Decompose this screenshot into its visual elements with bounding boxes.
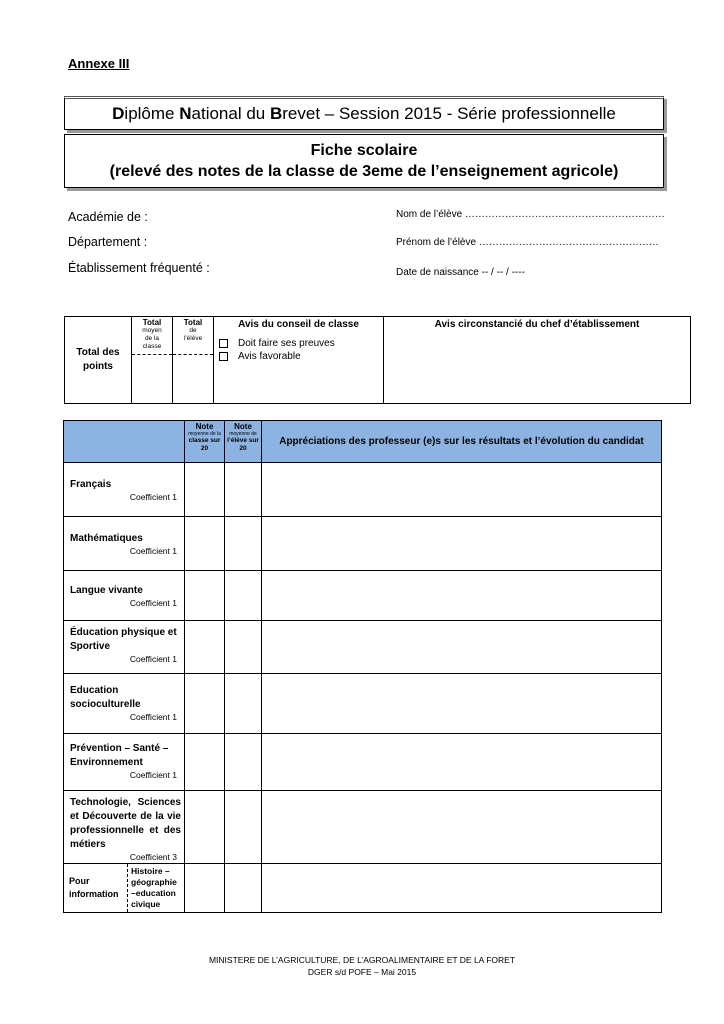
etablissement-label: Établissement fréquenté :: [68, 261, 210, 275]
total-class-label: Total: [142, 318, 162, 327]
student-grade-cell[interactable]: [225, 734, 262, 791]
info-subject-cell: [64, 864, 185, 913]
class-grade-cell[interactable]: [185, 621, 225, 674]
option-favorable[interactable]: Avis favorable: [219, 351, 379, 362]
departement-label: Département :: [68, 235, 148, 249]
subject-cell: Technologie, Sciences et Découverte de la vie professionnelle et des métiers Coefficient 3: [64, 791, 185, 864]
subject-cell: Education socioculturelle Coefficient 1: [64, 674, 185, 734]
footer: [0, 954, 724, 978]
appreciation-cell[interactable]: [262, 517, 662, 571]
total-student-label: Total: [183, 318, 203, 327]
subject-cell: Mathématiques Coefficient 1: [64, 517, 185, 571]
student-grade-cell[interactable]: [225, 571, 262, 621]
table-row: [64, 517, 662, 571]
appreciation-cell[interactable]: [262, 791, 662, 864]
table-row: [64, 734, 662, 791]
student-grade-cell[interactable]: [225, 674, 262, 734]
table-row: [64, 571, 662, 621]
total-class-sub: moyen de la classe: [142, 327, 162, 350]
table-row: [64, 791, 662, 864]
class-council-cell: [214, 317, 384, 404]
student-grade-cell[interactable]: [225, 517, 262, 571]
subject-cell: Français Coefficient 1: [64, 463, 185, 517]
fiche-subtitle: (relevé des notes de la classe de 3eme de l’enseignement agricole): [109, 163, 619, 180]
appreciation-cell[interactable]: [262, 463, 662, 517]
title-box-diploma: [64, 96, 664, 130]
table-row: [64, 674, 662, 734]
student-grade-cell[interactable]: [225, 621, 262, 674]
header-student-grade: Note moyenne de l’élève sur 20: [225, 421, 262, 463]
student-firstname-field[interactable]: Prénom de l’élève ………………………………………………: [396, 237, 659, 248]
total-student-sub: de l’élève: [183, 327, 203, 342]
fiche-title: Fiche scolaire: [310, 142, 418, 159]
total-class-average-cell[interactable]: [132, 317, 173, 404]
appreciation-cell[interactable]: [262, 864, 662, 913]
footer-ministry: MINISTERE DE L’AGRICULTURE, DE L’AGROALIMENTAIRE ET DE LA FORET: [208, 955, 516, 965]
summary-table: [64, 316, 691, 404]
class-grade-cell[interactable]: [185, 864, 225, 913]
info-label: Pour information: [64, 864, 128, 912]
header-class-average: Note moyenne de la classe sur 20: [185, 421, 225, 463]
student-grade-cell[interactable]: [225, 791, 262, 864]
student-grade-cell[interactable]: [225, 864, 262, 913]
table-row: [64, 463, 662, 517]
class-grade-cell[interactable]: [185, 674, 225, 734]
academie-label: Académie de :: [68, 210, 148, 224]
total-points-label: Total des points: [65, 317, 132, 404]
student-grade-cell[interactable]: [225, 463, 262, 517]
diploma-title: Diplôme National du Brevet – Session 2015 - Série professionnelle: [112, 104, 616, 123]
principal-opinion-title: Avis circonstancié du chef d’établissement: [434, 319, 640, 330]
appreciation-cell[interactable]: [262, 621, 662, 674]
title-box-fiche: [64, 134, 664, 188]
subject-cell: Prévention – Santé – Environnement Coefficient 1: [64, 734, 185, 791]
class-grade-cell[interactable]: [185, 463, 225, 517]
birthdate-field[interactable]: Date de naissance -- / -- / ----: [396, 267, 525, 278]
footer-reference: DGER s/d POFE – Mai 2015: [307, 967, 417, 977]
info-subject: Histoire – géographie –education civique: [131, 866, 177, 909]
total-student-cell[interactable]: [173, 317, 214, 404]
header-appreciations: Appréciations des professeur (e)s sur les résultats et l’évolution du candidat: [262, 421, 662, 463]
class-grade-cell[interactable]: [185, 517, 225, 571]
annex-label: Annexe III: [68, 56, 130, 71]
appreciation-cell[interactable]: [262, 571, 662, 621]
info-row: [64, 864, 662, 913]
class-grade-cell[interactable]: [185, 734, 225, 791]
appreciation-cell[interactable]: [262, 734, 662, 791]
header-empty: [64, 421, 185, 463]
checkbox-icon[interactable]: [219, 352, 228, 361]
checkbox-icon[interactable]: [219, 339, 228, 348]
class-grade-cell[interactable]: [185, 571, 225, 621]
table-row: [64, 621, 662, 674]
student-name-field[interactable]: Nom de l’élève ……………………………………………………: [396, 209, 665, 220]
class-grade-cell[interactable]: [185, 791, 225, 864]
class-council-title: Avis du conseil de classe: [238, 319, 359, 330]
principal-opinion-cell[interactable]: [384, 317, 691, 404]
subject-cell: Éducation physique et Sportive Coefficient 1: [64, 621, 185, 674]
appreciation-cell[interactable]: [262, 674, 662, 734]
subject-cell: Langue vivante Coefficient 1: [64, 571, 185, 621]
grades-table: [63, 420, 662, 913]
option-prove-yourself[interactable]: Doit faire ses preuves: [219, 338, 379, 349]
